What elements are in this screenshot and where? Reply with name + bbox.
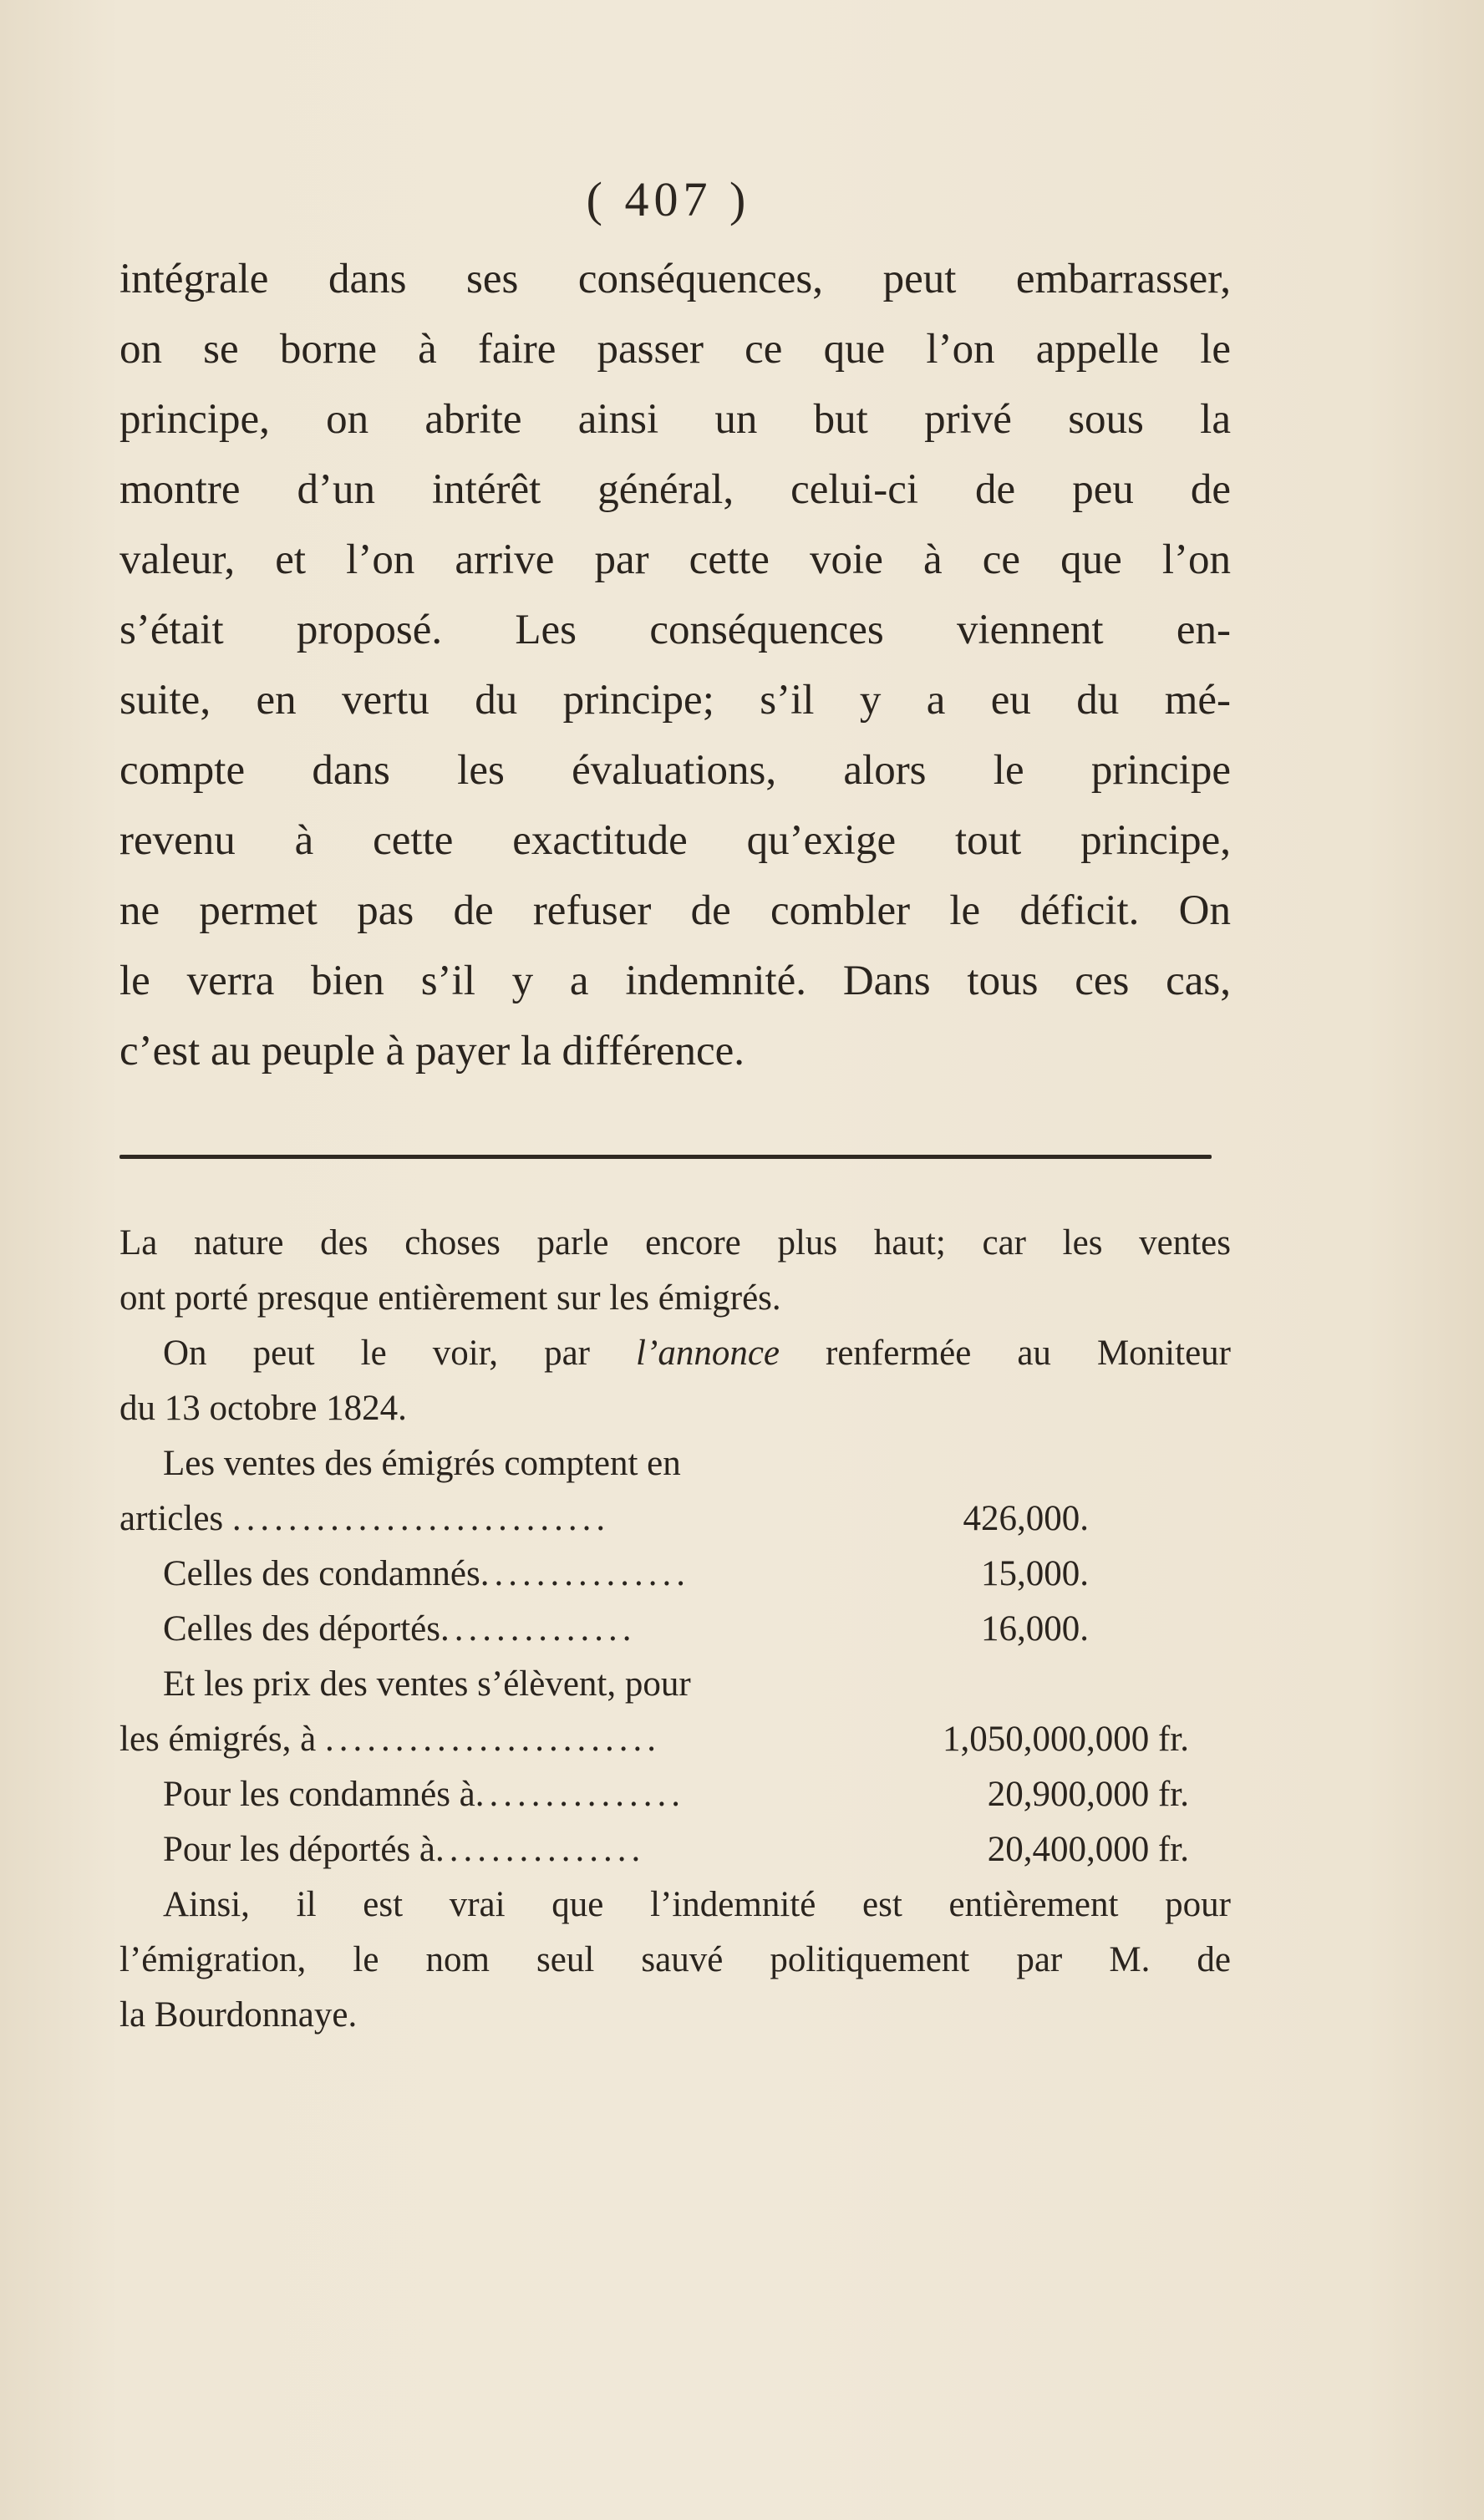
source-italic: l’annonce <box>636 1334 780 1373</box>
text-line: on se borne à faire passer ce que l’on appelle le <box>119 326 1231 373</box>
row-value: 15,000. <box>981 1554 1089 1593</box>
closing-line: Ainsi, il est vrai que l’indemnité est entièrement pour <box>163 1885 1231 1924</box>
row-label: articles ........................... <box>119 1499 611 1538</box>
source-line <box>119 1326 1231 1381</box>
count-heading: Les ventes des émigrés comptent en <box>163 1444 681 1483</box>
text-line: revenu à cette exactitude qu’exige tout principe, <box>119 817 1231 864</box>
text-line: intégrale dans ses conséquences, peut embarrasser, <box>119 256 1231 302</box>
row-value: 16,000. <box>981 1609 1089 1649</box>
text-line: principe, on abrite ainsi un but privé sous la <box>119 396 1231 443</box>
row-label: Pour les condamnés à............... <box>163 1775 686 1814</box>
text-line: valeur, et l’on arrive par cette voie à ce que l’on <box>119 536 1231 583</box>
section-divider <box>119 1155 1212 1159</box>
text-line: ne permet pas de refuser de combler le déficit. On <box>119 887 1231 934</box>
price-row <box>119 1712 1222 1767</box>
text-line: compte dans les évaluations, alors le principe <box>119 747 1231 794</box>
lower-section <box>119 1216 1231 2043</box>
row-value: 1,050,000,000 fr. <box>942 1720 1189 1759</box>
closing-line: l’émigration, le nom seul sauvé politiquement par M. de <box>119 1940 1231 1979</box>
text-line: suite, en vertu du principe; s’il y a eu du mé- <box>119 677 1231 724</box>
page-number: ( 407 ) <box>586 172 751 226</box>
count-row <box>119 1491 1222 1547</box>
closing-line: la Bourdonnaye. <box>119 1995 358 2035</box>
text-line: le verra bien s’il y a indemnité. Dans tous ces cas, <box>119 958 1231 1004</box>
row-value: 20,400,000 fr. <box>987 1830 1189 1869</box>
price-row <box>119 1767 1222 1822</box>
upper-paragraph <box>119 244 1231 1086</box>
row-label: Celles des déportés.............. <box>163 1609 637 1649</box>
count-row <box>119 1547 1222 1602</box>
intro-line: La nature des choses parle encore plus haut; car les ventes <box>119 1223 1231 1263</box>
text-line: c’est au peuple à payer la différence. <box>119 1028 745 1075</box>
row-label: Celles des condamnés............... <box>163 1554 690 1593</box>
source-text: On peut le voir, par <box>163 1334 637 1373</box>
text-line: s’était proposé. Les conséquences viennent en- <box>119 607 1231 653</box>
price-row <box>119 1822 1222 1877</box>
row-value: 426,000. <box>963 1499 1089 1538</box>
source-date-line: du 13 octobre 1824. <box>119 1389 407 1428</box>
row-label: Pour les déportés à............... <box>163 1830 646 1869</box>
intro-line: ont porté presque entièrement sur les émigrés. <box>119 1278 781 1318</box>
source-text: renfermée au Moniteur <box>779 1334 1231 1373</box>
row-value: 20,900,000 fr. <box>987 1775 1189 1814</box>
price-heading: Et les prix des ventes s’élèvent, pour <box>163 1664 691 1704</box>
count-row <box>119 1602 1222 1657</box>
row-label: les émigrés, à ........................ <box>119 1720 661 1759</box>
text-line: montre d’un intérêt général, celui-ci de peu de <box>119 466 1231 513</box>
